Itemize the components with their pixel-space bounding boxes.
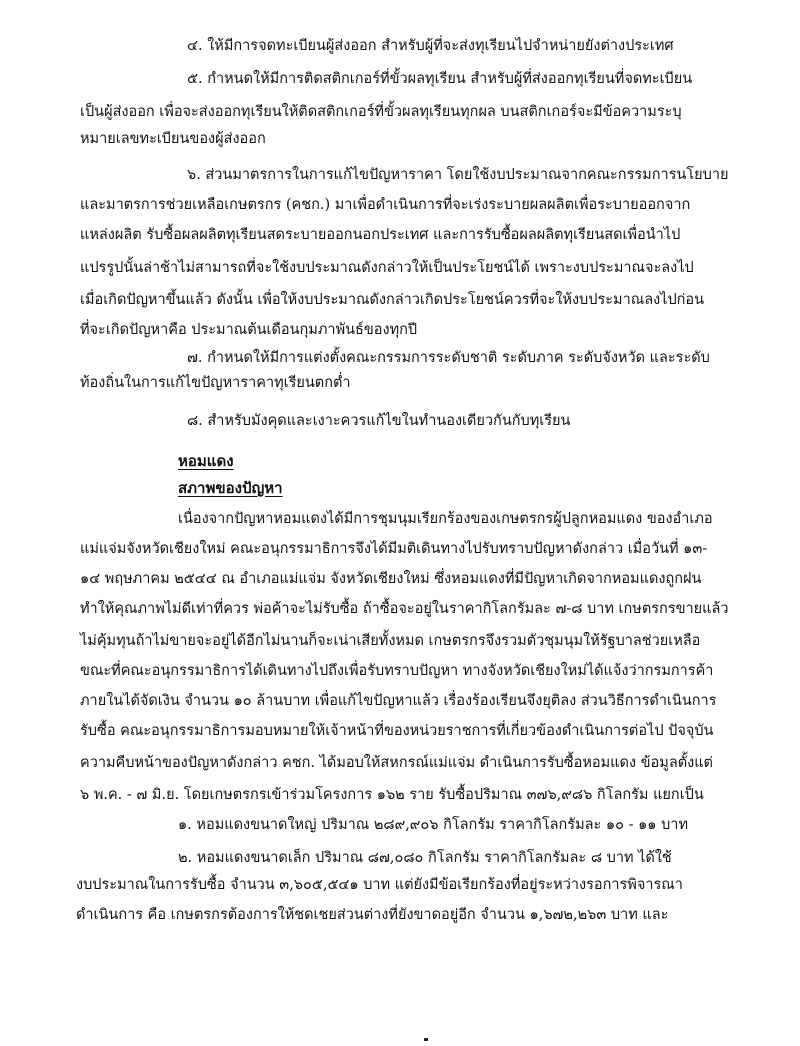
text-line: ๕. กำหนดให้มีการติดสติกเกอร์ที่ขั้วผลทุเรียน สำหรับผู้ที่ส่งออกทุเรียนที่จดทะเบียน: [187, 71, 693, 87]
text-line: ท้องถิ่นในการแก้ไขปัญหาราคาทุเรียนตกต่ำ: [80, 375, 351, 391]
page-mark: [424, 1038, 428, 1041]
text-line: ที่จะเกิดปัญหาคือ ประมาณต้นเดือนกุมภาพันธ์ของทุกปี: [80, 322, 418, 338]
paragraph-line: ความคืบหน้าของปัญหาดังกล่าว คชก. ได้มอบให้สหกรณ์แม่แจ่ม ดำเนินการรับซื้อหอมแดง ข้อมูลตั้งแต่: [80, 755, 713, 771]
paragraph-line: ไม่คุ้มทุนถ้าไม่ขายจะอยู่ได้อีกไม่นานก็จะเน่าเสียทั้งหมด เกษตรกรจึงรวมตัวชุมนุมให้รัฐบาลช่วยเหลือ: [80, 633, 701, 649]
text-line: เมื่อเกิดปัญหาขึ้นแล้ว ดังนั้น เพื่อให้งบประมาณดังกล่าวเกิดประโยชน์ควรที่จะให้งบประมาณลงไปก่อน: [80, 292, 705, 308]
text-line: แหล่งผลิต รับซื้อผลผลิตทุเรียนสดระบายออกนอกประเทศ และการรับซื้อผลผลิตทุเรียนสดเพื่อนำไป: [80, 227, 681, 243]
paragraph-line: ภายในได้จัดเงิน จำนวน ๑๐ ล้านบาท เพื่อแก้ไขปัญหาแล้ว เรื่องร้องเรียนจึงยุติลง ส่วนวิธีการดำเนินการ: [80, 693, 717, 709]
paragraph-line: ขณะที่คณะอนุกรรมาธิการได้เดินทางไปถึงเพื่อรับทราบปัญหา ทางจังหวัดเชียงใหม่ได้แจ้งว่ากรมการค้า: [80, 663, 714, 679]
paragraph-line: รับซื้อ คณะอนุกรรมาธิการมอบหมายให้เจ้าหน้าที่ของหน่วยราชการที่เกี่ยวข้องดำเนินการต่อไป ปัจจุบัน: [80, 723, 714, 739]
list-item: ๑. หอมแดงขนาดใหญ่ ปริมาณ ๒๘๙,๙๐๖ กิโลกรัม ราคากิโลกรัมละ ๑๐ - ๑๑ บาท: [178, 817, 688, 833]
section-heading: หอมแดง: [178, 452, 234, 470]
text-line: ๖. ส่วนมาตรการในการแก้ไขปัญหาราคา โดยใช้งบประมาณจากคณะกรรมการนโยบาย: [187, 167, 729, 183]
text-line: ๔. ให้มีการจดทะเบียนผู้ส่งออก สำหรับผู้ที่จะส่งทุเรียนไปจำหน่ายยังต่างประเทศ: [187, 38, 674, 54]
paragraph-line: ดำเนินการ คือ เกษตรกรต้องการให้ชดเชยส่วนต่างที่ยังขาดอยู่อีก จำนวน ๑,๖๗๒,๒๖๓ บาท และ: [76, 907, 669, 923]
text-line: ๗. กำหนดให้มีการแต่งตั้งคณะกรรมการระดับชาติ ระดับภาค ระดับจังหวัด และระดับ: [187, 350, 710, 366]
subsection-heading: สภาพของปัญหา: [178, 479, 283, 497]
paragraph-line: งบประมาณในการรับซื้อ จำนวน ๓,๖๐๕,๕๔๑ บาท แต่ยังมีข้อเรียกร้องที่อยู่ระหว่างรอการพิจารณา: [76, 877, 683, 893]
text-line: และมาตรการช่วยเหลือเกษตรกร (คชก.) มาเพื่อดำเนินการที่จะเร่งระบายผลผลิตเพื่อระบายออกจาก: [80, 197, 691, 213]
text-line: หมายเลขทะเบียนของผู้ส่งออก: [80, 131, 266, 147]
paragraph-line: ๖ พ.ค. - ๗ มิ.ย. โดยเกษตรกรเข้าร่วมโครงการ ๑๖๒ ราย รับซื้อปริมาณ ๓๗๖,๙๘๖ กิโลกรัม แยกเป็น: [80, 787, 704, 803]
text-line: ๘. สำหรับมังคุดและเงาะควรแก้ไขในทำนองเดียวกันกับทุเรียน: [187, 413, 571, 429]
list-item: ๒. หอมแดงขนาดเล็ก ปริมาณ ๘๗,๐๘๐ กิโลกรัม ราคากิโลกรัมละ ๘ บาท ได้ใช้: [178, 850, 672, 866]
paragraph-line: ๑๔ พฤษภาคม ๒๕๔๔ ณ อำเภอแม่แจ่ม จังหวัดเชียงใหม่ ซึ่งหอมแดงที่มีปัญหาเกิดจากหอมแดงถูกฝน: [80, 571, 702, 587]
paragraph-line: เนื่องจากปัญหาหอมแดงได้มีการชุมนุมเรียกร้องของเกษตรกรผู้ปลูกหอมแดง ของอำเภอ: [178, 511, 713, 527]
paragraph-line: แม่แจ่มจังหวัดเชียงใหม่ คณะอนุกรรมาธิการจึงได้มีมติเดินทางไปรับทราบปัญหาดังกล่าว เมื่อวันที่ ๑๓-: [80, 541, 708, 557]
text-line: เป็นผู้ส่งออก เพื่อจะส่งออกทุเรียนให้ติดสติกเกอร์ที่ขั้วผลทุเรียนทุกผล บนสติกเกอร์จะมีข้อความระบุ: [80, 104, 682, 120]
text-line: แปรรูปนั้นล่าช้าไม่สามารถที่จะใช้งบประมาณดังกล่าวให้เป็นประโยชน์ได้ เพราะงบประมาณจะลงไป: [80, 260, 694, 276]
paragraph-line: ทำให้คุณภาพไม่ดีเท่าที่ควร พ่อค้าจะไม่รับซื้อ ถ้าซื้อจะอยู่ในราคากิโลกรัมละ ๗-๘ บาท เกษตรกรขายแล้ว: [80, 601, 729, 617]
